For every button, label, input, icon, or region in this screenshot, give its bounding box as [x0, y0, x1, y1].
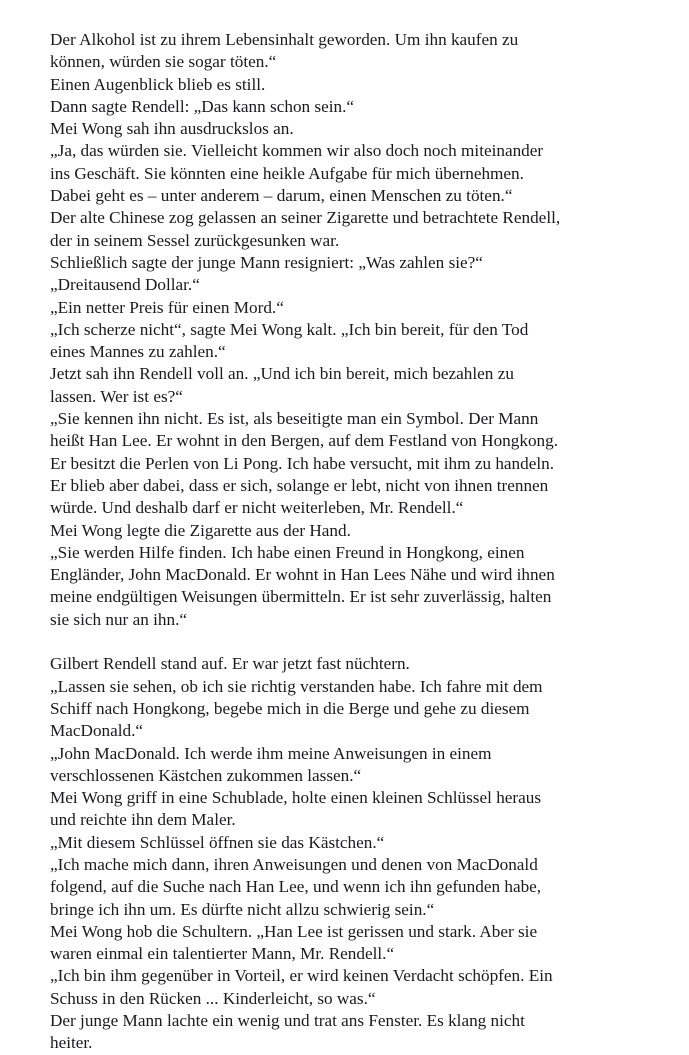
text-line: Der alte Chinese zog gelassen an seiner Zigarette und betrachtete Rendell,: [50, 208, 561, 228]
text-line: eines Mannes zu zahlen.“: [50, 342, 226, 362]
text-line: Einen Augenblick blieb es still.: [50, 74, 266, 94]
text-line: „Sie werden Hilfe finden. Ich habe einen Freund in Hongkong, einen: [50, 542, 525, 562]
text-line: „Ich bin ihm gegenüber in Vorteil, er wird keinen Verdacht schöpfen. Ein: [50, 966, 553, 986]
text-line: Schuss in den Rücken ... Kinderleicht, so was.“: [50, 988, 376, 1008]
text-line: Dann sagte Rendell: „Das kann schon sein.“: [50, 96, 355, 116]
text-line: „Ich scherze nicht“, sagte Mei Wong kalt. „Ich bin bereit, für den Tod: [50, 319, 529, 339]
text-line: verschlossenen Kästchen zukommen lassen.“: [50, 765, 362, 785]
text-line: würde. Und deshalb darf er nicht weiterleben, Mr. Rendell.“: [50, 498, 464, 518]
text-line: „John MacDonald. Ich werde ihm meine Anweisungen in einem: [50, 743, 492, 763]
text-line: Mei Wong hob die Schultern. „Han Lee ist gerissen und stark. Aber sie: [50, 921, 538, 941]
text-line: „Ein netter Preis für einen Mord.“: [50, 297, 284, 317]
text-line: Er blieb aber dabei, dass er sich, solange er lebt, nicht von ihnen trennen: [50, 475, 549, 495]
text-line: Engländer, John MacDonald. Er wohnt in Han Lees Nähe und wird ihnen: [50, 565, 555, 585]
text-line: „Ich mache mich dann, ihren Anweisungen und denen von MacDonald: [50, 854, 538, 874]
text-line: Schließlich sagte der junge Mann resigniert: „Was zahlen sie?“: [50, 252, 483, 272]
text-line: Jetzt sah ihn Rendell voll an. „Und ich bin bereit, mich bezahlen zu: [50, 364, 514, 384]
text-line: ins Geschäft. Sie könnten eine heikle Aufgabe für mich übernehmen.: [50, 163, 524, 183]
text-line: waren einmal ein talentierter Mann, Mr. Rendell.“: [50, 944, 395, 964]
text-line: und reichte ihn dem Maler.: [50, 810, 236, 830]
text-line: „Ja, das würden sie. Vielleicht kommen wir also doch noch miteinander: [50, 141, 544, 161]
text-line: Schiff nach Hongkong, begebe mich in die Berge und gehe zu diesem: [50, 698, 530, 718]
text-line: „Dreitausend Dollar.“: [50, 275, 200, 295]
text-line: können, würden sie sogar töten.“: [50, 52, 277, 72]
text-line: Dabei geht es – unter anderem – darum, einen Menschen zu töten.“: [50, 186, 513, 206]
page-text-block: [50, 29, 660, 1055]
text-line: der in seinem Sessel zurückgesunken war.: [50, 230, 340, 250]
text-line: „Lassen sie sehen, ob ich sie richtig verstanden habe. Ich fahre mit dem: [50, 676, 543, 696]
text-line: Der Alkohol ist zu ihrem Lebensinhalt geworden. Um ihn kaufen zu: [50, 30, 519, 49]
text-line: Mei Wong griff in eine Schublade, holte einen kleinen Schlüssel heraus: [50, 788, 542, 808]
text-line: „Mit diesem Schlüssel öffnen sie das Kästchen.“: [50, 832, 385, 852]
blank-line: [50, 631, 660, 653]
text-line: lassen. Wer ist es?“: [50, 386, 183, 406]
text-line: Mei Wong legte die Zigarette aus der Hand.: [50, 520, 351, 540]
text-line: Mei Wong sah ihn ausdruckslos an.: [50, 119, 294, 139]
text-line: MacDonald.“: [50, 721, 144, 741]
text-line: folgend, auf die Suche nach Han Lee, und wenn ich ihn gefunden habe,: [50, 877, 542, 897]
text-line: meine endgültigen Weisungen übermitteln. Er ist sehr zuverlässig, halten: [50, 587, 552, 607]
text-line: heiter.: [50, 1033, 93, 1053]
text-line: „Sie kennen ihn nicht. Es ist, als beseitigte man ein Symbol. Der Mann: [50, 409, 539, 429]
text-line: bringe ich ihn um. Es dürfte nicht allzu schwierig sein.“: [50, 899, 435, 919]
text-line: Er besitzt die Perlen von Li Pong. Ich habe versucht, mit ihm zu handeln.: [50, 453, 555, 473]
text-line: sie sich nur an ihn.“: [50, 609, 187, 629]
text-line: Gilbert Rendell stand auf. Er war jetzt fast nüchtern.: [50, 654, 410, 674]
text-line: heißt Han Lee. Er wohnt in den Bergen, auf dem Festland von Hongkong.: [50, 431, 559, 451]
text-line: Der junge Mann lachte ein wenig und trat ans Fenster. Es klang nicht: [50, 1011, 525, 1031]
